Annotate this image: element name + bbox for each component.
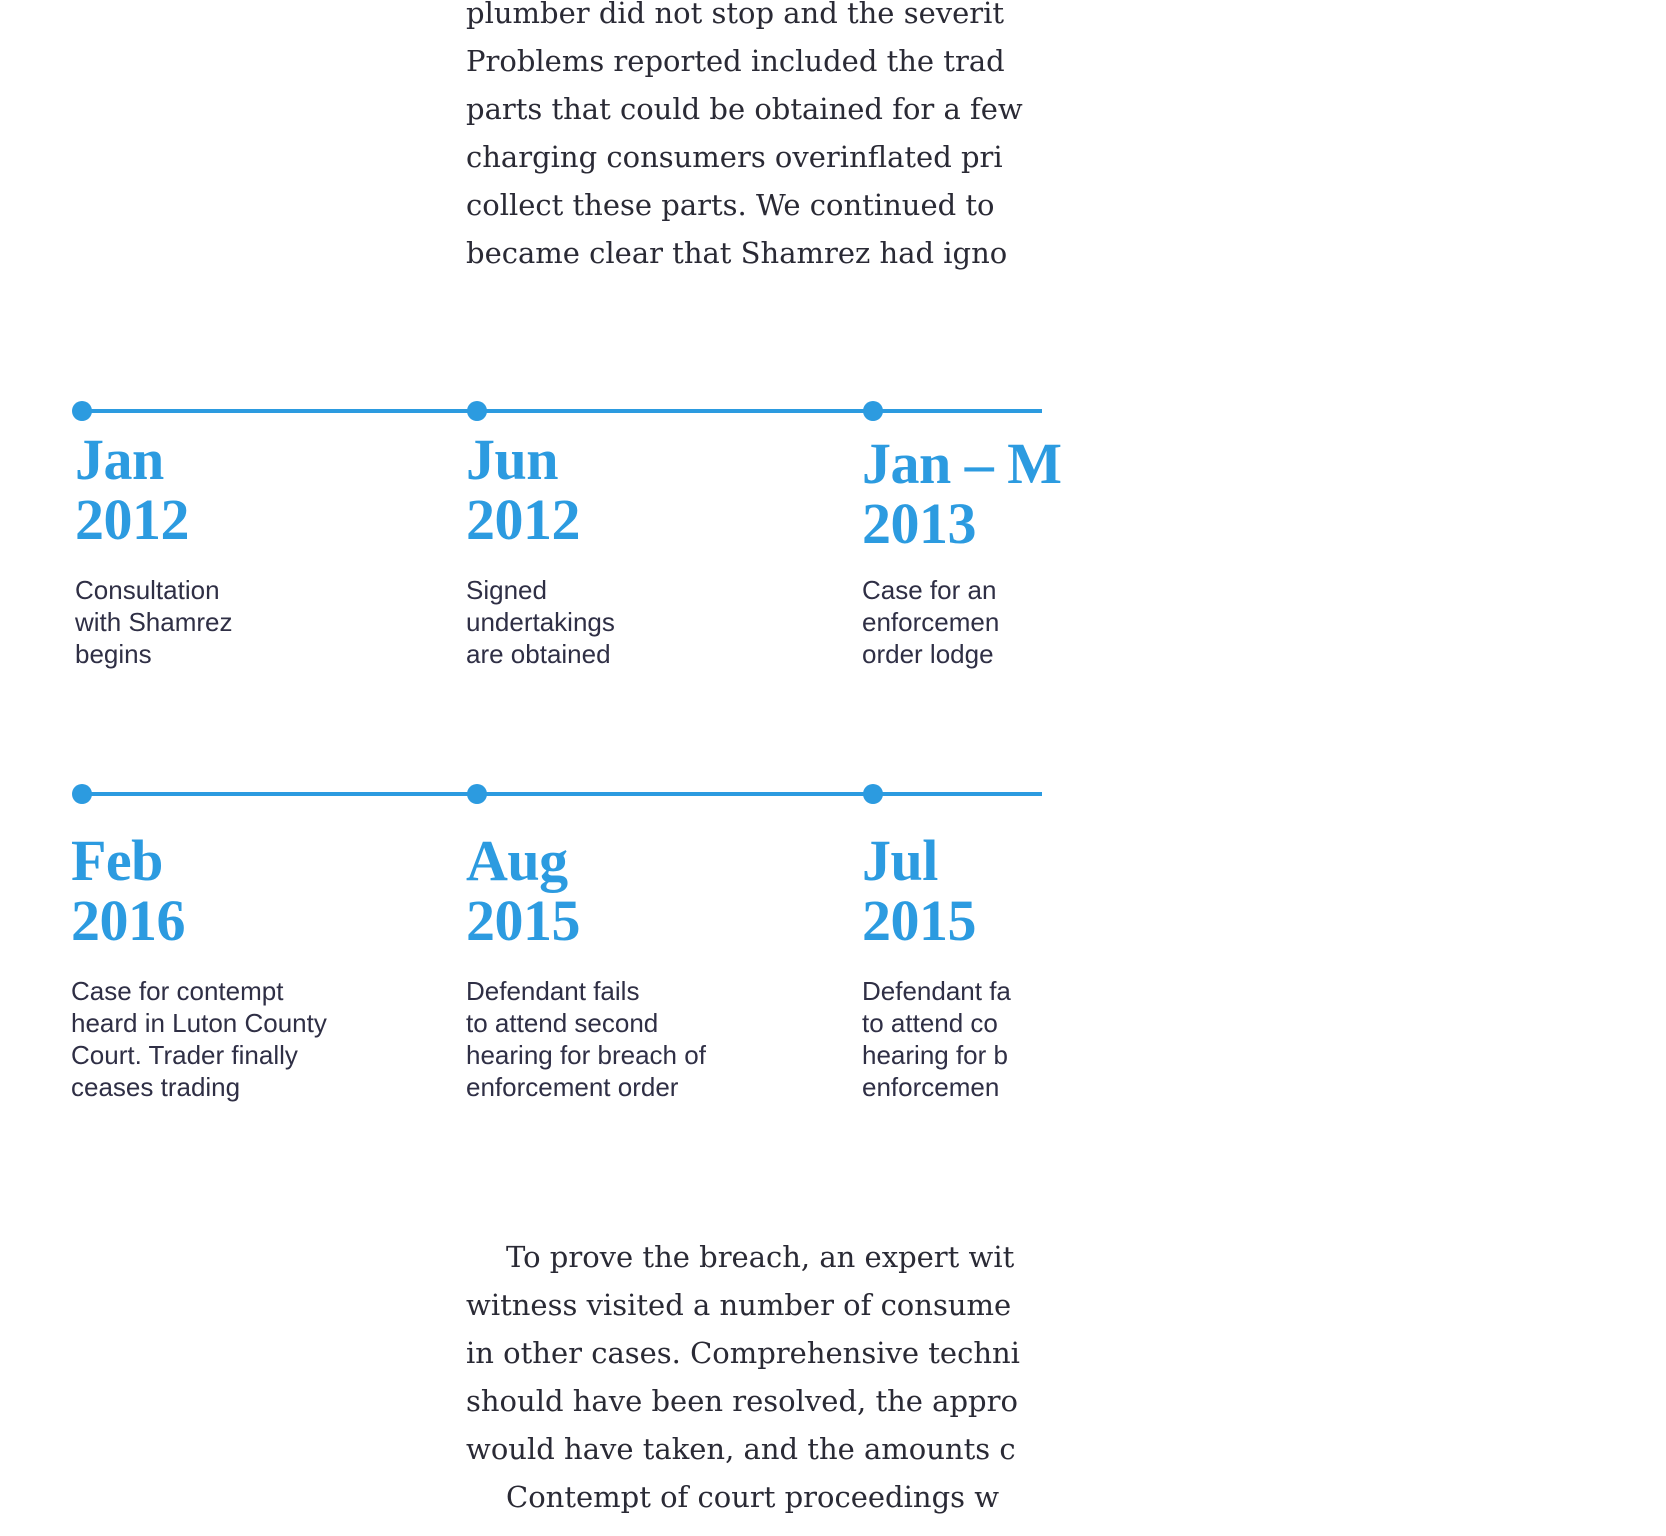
event-year: 2015 — [862, 888, 976, 953]
timeline-event — [71, 828, 391, 1103]
body-line: To prove the breach, an expert wit — [506, 1240, 1015, 1274]
timeline-row-2 — [0, 783, 1024, 1113]
body-line: Problems reported included the trad — [466, 44, 1005, 78]
event-description: Case for contempt heard in Luton County Court. Trader finally ceases trading — [71, 976, 327, 1102]
body-line: charging consumers overinflated pri — [466, 140, 1003, 174]
timeline-dot — [863, 401, 883, 421]
body-text-bottom — [466, 1233, 1666, 1521]
event-description: Case for an enforcemen order lodge — [862, 575, 1000, 669]
timeline-dot — [72, 784, 92, 804]
timeline-event — [466, 427, 786, 670]
timeline-event — [75, 427, 395, 670]
event-year: 2015 — [466, 888, 580, 953]
timeline-event — [862, 431, 1182, 670]
timeline-line — [82, 792, 1042, 796]
event-year: 2012 — [75, 487, 189, 552]
event-month: Jan – M — [862, 431, 1062, 496]
timeline-dot — [467, 784, 487, 804]
event-month: Jun — [466, 427, 559, 492]
event-description: Consultation with Shamrez begins — [75, 575, 233, 669]
body-line: collect these parts. We continued to — [466, 188, 995, 222]
body-line: plumber did not stop and the severit — [466, 0, 1005, 30]
event-month: Jan — [75, 427, 164, 492]
body-line: Contempt of court proceedings w — [506, 1480, 1000, 1514]
timeline-event — [466, 828, 786, 1103]
body-line: parts that could be obtained for a few — [466, 92, 1023, 126]
timeline-dot — [467, 401, 487, 421]
body-line: would have taken, and the amounts c — [466, 1432, 1016, 1466]
body-line: became clear that Shamrez had igno — [466, 236, 1008, 270]
event-month: Aug — [466, 828, 568, 893]
event-year: 2013 — [862, 491, 976, 556]
event-description: Defendant fails to attend second hearing for breach of enforcement order — [466, 976, 706, 1102]
timeline-dot — [863, 784, 883, 804]
body-text-top — [466, 0, 1666, 277]
event-description: Defendant fa to attend co hearing for b enforcemen — [862, 976, 1011, 1102]
body-line: in other cases. Comprehensive techni — [466, 1336, 1020, 1370]
body-line: witness visited a number of consume — [466, 1288, 1012, 1322]
timeline-row-1 — [0, 400, 1062, 730]
timeline-event — [862, 828, 1182, 1103]
event-year: 2016 — [71, 888, 185, 953]
timeline-line — [82, 409, 1042, 413]
event-year: 2012 — [466, 487, 580, 552]
body-line: should have been resolved, the appro — [466, 1384, 1018, 1418]
timeline-dot — [72, 401, 92, 421]
event-month: Feb — [71, 828, 163, 893]
event-description: Signed undertakings are obtained — [466, 575, 615, 669]
event-month: Jul — [862, 828, 938, 893]
